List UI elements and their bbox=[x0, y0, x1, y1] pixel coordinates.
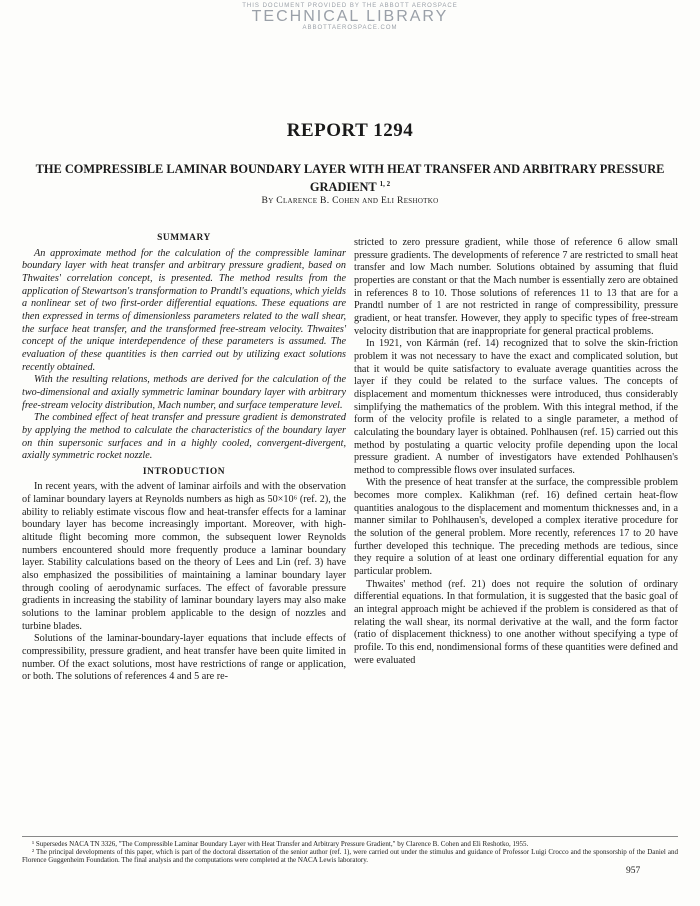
watermark-url-text: ABBOTTAEROSPACE.COM bbox=[302, 25, 398, 31]
footnote: ¹ Supersedes NACA TN 3326, "The Compressible Laminar Boundary Layer with Heat Transfer and Arbitrary Pressure Gradient," by Clarence B. Cohen and Eli Reshotko, 1955. bbox=[32, 840, 529, 848]
author-line: By Clarence B. Cohen and Eli Reshotko bbox=[261, 195, 439, 206]
body-paragraph: With the presence of heat transfer at the surface, the compressible problem becomes more complex. Kalikhman (ref. 16) defined certain heat-flow quantities analogous to the displacement and momentum thicknesses and, in a manner similar to Pohlhausen's, developed a complex iterative procedure for the solution of the general problem. More recently, references 17 to 20 have further developed this technique. The preceding methods are tedious, since they require a solution of at least one ordinary differential equation for any particular problem. bbox=[354, 477, 678, 578]
body-paragraph: Solutions of the laminar-boundary-layer equations that include effects of compressibility, pressure gradient, and heat transfer have been quite limited in number. Of the exact solutions, most have restrictions of range or application, or both. The solutions of references 4 and 5 are re- bbox=[22, 633, 346, 683]
summary-paragraph: The combined effect of heat transfer and pressure gradient is demonstrated by applying the method to calculate the characteristics of the boundary layer on thin supersonic surfaces and in a highly cooled, convergent-divergent, axially symmetric rocket nozzle. bbox=[22, 412, 346, 462]
paper-title bbox=[20, 162, 680, 195]
left-column bbox=[22, 232, 346, 684]
summary-paragraph: With the resulting relations, methods are derived for the calculation of the two-dimensional and axially symmetric laminar boundary layer with arbitrary free-stream velocity distribution, Mach number, and surface temperature level. bbox=[22, 374, 346, 411]
body-paragraph: Thwaites' method (ref. 21) does not require the solution of ordinary differential equations. In that formulation, it is suggested that the basic goal of an integral approach might be achieved if the problem is considered as that of relating the wall shear, its normal derivative at the wall, and the form factor (ratio of displacement thickness) to one another without specifying a type of profile. To this end, nondimensional forms of these quantities were defined and were evaluated bbox=[354, 578, 678, 666]
introduction-heading: INTRODUCTION bbox=[142, 466, 226, 477]
footnote: ² The principal developments of this paper, which is part of the doctoral dissertation of the senior author (ref. 1), were carried out under the stimulus and guidance of Professor Luigi Crocco and the sponsorship of the Daniel and Florence Guggenheim Foundation. The final analysis and the computations were completed at the NACA Lewis laboratory. bbox=[22, 848, 678, 865]
watermark-main-text: TECHNICAL LIBRARY bbox=[251, 8, 449, 25]
paper-title-text: THE COMPRESSIBLE LAMINAR BOUNDARY LAYER WITH HEAT TRANSFER AND ARBITRARY PRESSURE GRADIENT bbox=[35, 162, 665, 195]
footnotes bbox=[22, 836, 678, 865]
right-column bbox=[354, 237, 678, 667]
library-watermark bbox=[0, 3, 700, 31]
title-footnote-marks: 1, 2 bbox=[379, 180, 391, 188]
summary-section bbox=[22, 232, 346, 463]
body-paragraph: stricted to zero pressure gradient, while those of reference 6 allow small pressure gradients. The developments of reference 7 are restricted to small heat transfer and low Mach number. Solutions obtained by assuming that fluid properties are constant or that the Mach number is essentially zero are obtained in references 8 to 10. Those solutions of references 11 to 13 that are for a Prandtl number of 1 are not restricted in range of compressibility, pressure gradient, or heat transfer. However, they apply to specific types of free-stream velocity distribution that are inappropriate for general practical problems. bbox=[354, 237, 678, 337]
report-title: REPORT 1294 bbox=[286, 120, 414, 141]
page-number: 957 bbox=[626, 866, 641, 876]
summary-paragraph: An approximate method for the calculation of the compressible laminar boundary layer with heat transfer and arbitrary pressure gradient, based on Thwaites' correlation concept, is presented. The method results from the application of Stewartson's transformation to Prandtl's equations, which yields a nonlinear set of two first-order differential equations. These equations are then expressed in terms of dimensionless parameters related to the wall shear, the surface heat transfer, and the transformed free-stream velocity. Thwaites' concept of the unique interdependence of these parameters is assumed. The evaluation of these quantities is then carried out by utilizing exact solutions recently obtained. bbox=[22, 247, 346, 373]
body-paragraph: In recent years, with the advent of laminar airfoils and with the observation of laminar boundary layers at Reynolds numbers as high as 50×10⁶ (ref. 2), the ability to reliably estimate viscous flow and heat-transfer effects for a laminar boundary layer has become increasingly important. Moreover, with high-altitude flight becoming more common, the subsequent lower Reynolds numbers encountered should more frequently produce a laminar boundary layer. Stability calculations based on the theory of Lees and Lin (ref. 3) have also emphasized the possibilities of maintaining a laminar boundary layer through cooling of aerodynamic surfaces. The effect of favorable pressure gradients in increasing the stability of laminar boundary layers may also make solutions to the laminar problem applicable to the design of nozzles and turbine blades. bbox=[22, 481, 346, 632]
watermark-top-text: THIS DOCUMENT PROVIDED BY THE ABBOTT AEROSPACE bbox=[242, 3, 458, 9]
body-paragraph: In 1921, von Kármán (ref. 14) recognized that to solve the skin-friction problem it was not necessary to have the exact and complicated solution, but that it would be quite satisfactory to evaluate average quantities across the layer if they could be related to the surface values. The concepts of displacement and momentum thicknesses were introduced, thus considerably simplifying the mathematics of the problem. With this integral method, if the form of the velocity profile is related to a single parameter, a method of calculating the boundary layer is obtained. Pohlhausen (ref. 15) carried out this method by postulating a quartic velocity profile depending upon the local pressure gradient. A number of investigators have extended Pohlhausen's method to compressible flows over insulated surfaces. bbox=[354, 338, 678, 476]
summary-heading: SUMMARY bbox=[157, 233, 211, 243]
